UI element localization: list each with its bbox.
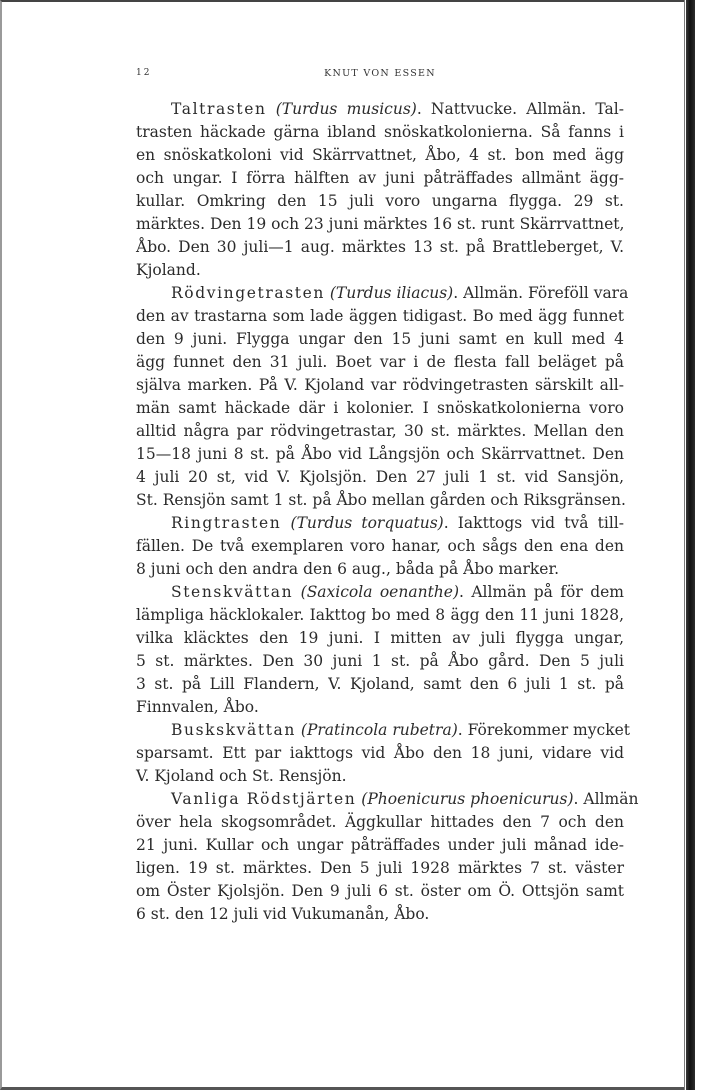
latin-name: (Turdus iliacus) <box>329 284 454 302</box>
text-line <box>136 351 624 374</box>
text-line <box>136 466 624 489</box>
text-line <box>136 650 624 673</box>
text-run: . Allmän. Föreföll vara <box>453 284 629 302</box>
text-line <box>136 535 624 558</box>
species-name: Taltrasten <box>171 100 267 118</box>
running-head: KNUT VON ESSEN <box>324 68 436 79</box>
text-run: 6 st. den 12 juli vid Vukumanån, Åbo. <box>136 905 430 923</box>
text-line <box>136 581 624 604</box>
text-run <box>281 514 290 532</box>
text-line <box>136 604 624 627</box>
text-run: ligen. 19 st. märktes. Den 5 juli 1928 märktes 7 st. väster <box>136 859 624 877</box>
text-run: över hela skogsområdet. Äggkullar hittades den 7 och den <box>136 813 624 831</box>
text-line <box>136 627 624 650</box>
text-run: märktes. Den 19 och 23 juni märktes 16 st. runt Skärrvattnet, <box>136 215 625 233</box>
text-line <box>136 397 624 420</box>
text-line <box>136 328 624 351</box>
text-run: kullar. Omkring den 15 juli voro ungarna flygga. 29 st. <box>136 192 624 210</box>
text-run: 21 juni. Kullar och ungar påträffades under juli månad ide- <box>136 836 624 854</box>
text-run: ägg funnet den 31 juli. Boet var i de flesta fall beläget på <box>136 353 624 371</box>
body-text <box>136 98 639 926</box>
species-name: Rödvingetrasten <box>171 284 325 302</box>
text-run: . Förekommer mycket <box>457 721 630 739</box>
text-run: V. Kjoland och St. Rensjön. <box>136 767 347 785</box>
text-run: . Allmän på för dem <box>459 583 624 601</box>
species-name: Ringtrasten <box>171 514 282 532</box>
text-run: . Iakttogs vid två till- <box>443 514 624 532</box>
text-run: män samt häckade där i kolonier. I snöskatkolonierna voro <box>136 399 624 417</box>
text-run: fällen. De två exemplaren voro hanar, och sågs den ena den <box>136 537 624 555</box>
text-run: den av trastarna som lade äggen tidigast. Bo med ägg funnet <box>136 307 624 325</box>
text-line <box>136 489 624 512</box>
text-line <box>136 443 624 466</box>
text-line <box>136 374 624 397</box>
text-line <box>136 305 624 328</box>
latin-name: (Saxicola oenanthe) <box>300 583 459 601</box>
text-run <box>293 583 300 601</box>
text-run: St. Rensjön samt 1 st. på Åbo mellan gården och Riksgränsen. <box>136 491 626 509</box>
text-run: sparsamt. Ett par iakttogs vid Åbo den 18 juni, vidare vid <box>136 744 624 762</box>
text-run: 3 st. på Lill Flandern, V. Kjoland, samt den 6 juli 1 st. på <box>136 675 624 693</box>
text-line <box>136 121 624 144</box>
text-line <box>136 673 624 696</box>
text-run: Finnvalen, Åbo. <box>136 698 259 716</box>
latin-name: (Turdus torquatus) <box>290 514 444 532</box>
page-header <box>136 68 624 84</box>
text-line <box>136 512 624 535</box>
text-line <box>136 282 629 305</box>
latin-name: (Pratincola rubetra) <box>300 721 458 739</box>
text-line <box>136 834 624 857</box>
text-line <box>136 236 624 259</box>
text-run: . Allmän <box>573 790 639 808</box>
scan-border-bar <box>686 0 695 1090</box>
text-line <box>136 880 624 903</box>
text-run: en snöskatkoloni vid Skärrvattnet, Åbo, 4 st. bon med ägg <box>136 146 624 164</box>
text-run: . Nattvucke. Allmän. Tal- <box>416 100 624 118</box>
text-run: själva marken. På V. Kjoland var rödvingetrasten särskilt all- <box>136 376 624 394</box>
text-line <box>136 167 624 190</box>
text-run: Åbo. Den 30 juli—1 aug. märktes 13 st. på Brattleberget, V. <box>136 238 624 256</box>
text-run: 15—18 juni 8 st. på Åbo vid Långsjön och Skärrvattnet. Den <box>136 445 624 463</box>
text-line <box>136 811 624 834</box>
text-line <box>136 788 639 811</box>
species-name: Buskskvättan <box>171 721 296 739</box>
text-line <box>136 98 624 121</box>
text-line <box>136 420 624 443</box>
text-run: 5 st. märktes. Den 30 juni 1 st. på Åbo gård. Den 5 juli <box>136 652 624 670</box>
text-run: lämpliga häcklokaler. Iakttog bo med 8 ägg den 11 juni 1828, <box>136 606 624 624</box>
text-run: 4 juli 20 st, vid V. Kjolsjön. Den 27 juli 1 st. vid Sansjön, <box>136 468 624 486</box>
text-run: 8 juni och den andra den 6 aug., båda på Åbo marker. <box>136 560 560 578</box>
text-run: alltid några par rödvingetrastar, 30 st. märktes. Mellan den <box>136 422 624 440</box>
text-line <box>136 857 624 880</box>
text-line <box>136 558 624 581</box>
text-line <box>136 765 624 788</box>
species-name: Vanliga Rödstjärten <box>171 790 357 808</box>
text-run <box>267 100 276 118</box>
text-line <box>136 259 624 282</box>
text-line <box>136 144 624 167</box>
latin-name: (Phoenicurus phoenicurus) <box>361 790 574 808</box>
latin-name: (Turdus musicus) <box>275 100 417 118</box>
text-run: den 9 juni. Flygga ungar den 15 juni samt en kull med 4 <box>136 330 624 348</box>
text-run: och ungar. I förra hälften av juni påträffades allmänt ägg- <box>136 169 624 187</box>
text-run: Kjoland. <box>136 261 201 279</box>
text-line <box>136 213 624 236</box>
text-line <box>136 696 624 719</box>
text-line <box>136 742 624 765</box>
text-line <box>136 903 624 926</box>
text-run: vilka kläcktes den 19 juni. I mitten av juli flygga ungar, <box>136 629 624 647</box>
text-run: trasten häckade gärna ibland snöskatkolonierna. Så fanns i <box>136 123 624 141</box>
text-run: om Öster Kjolsjön. Den 9 juli 6 st. öster om Ö. Ottsjön samt <box>136 882 624 900</box>
text-line <box>136 190 624 213</box>
text-line <box>136 719 630 742</box>
species-name: Stenskvättan <box>171 583 294 601</box>
page-number: 12 <box>136 68 152 78</box>
